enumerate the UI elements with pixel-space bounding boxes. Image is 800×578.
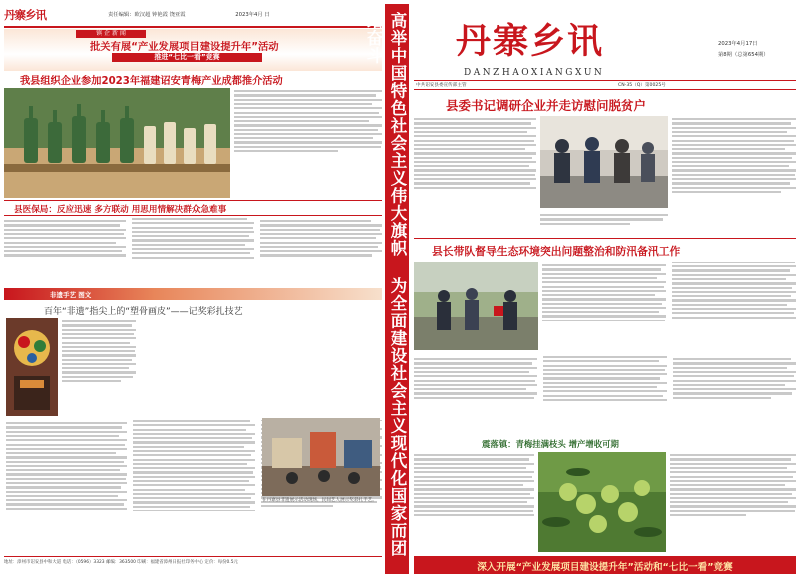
right-bottom-banner-text: 深入开展“产业发展项目建设提升年”活动和“七比一看”竞赛	[477, 562, 733, 573]
exhibit-photo	[262, 418, 380, 496]
culture-title: 百年“非遗”指尖上的“塑骨画皮”——记奖彩扎技艺	[44, 307, 243, 317]
left-headline-2: 县医保局：反应迅速 多方联动 用思用情解决群众急难事	[14, 205, 227, 215]
right-article-2-text	[542, 262, 796, 354]
right-meta-row	[416, 82, 796, 88]
craft-illustration	[6, 318, 58, 416]
right-meta-rule-top	[414, 80, 796, 81]
slogan-column	[364, 4, 409, 574]
right-issue: 第8期（总第654期）	[718, 52, 769, 58]
exhibit-illustration	[262, 418, 380, 496]
left-bottom-rule	[4, 556, 382, 557]
right-date: 2023年4月17日	[718, 41, 758, 47]
left-headline-1: 我县组织企业参加2023年福建诏安青梅产业成都推介活动	[20, 76, 283, 87]
right-masthead-title: 丹寨乡讯	[456, 22, 605, 62]
craft-photo	[6, 318, 58, 416]
left-date: 2023年4月 日	[235, 12, 270, 18]
culture-section-label: 非遗手艺 图文	[50, 291, 92, 299]
exhibit-caption: 在丹寨县非遗展示活动现场，民间艺人展示奖彩扎手艺。	[262, 498, 377, 503]
right-rule-2	[414, 238, 796, 239]
left-masthead: 丹寨乡讯	[4, 8, 46, 22]
right-pinyin: DANZHAOXIANGXUN	[464, 68, 605, 78]
left-article-2-text	[4, 218, 382, 282]
right-article-1-text-b	[672, 116, 796, 234]
left-banner-subtitle: 推进“七比一看”竞赛	[112, 53, 262, 62]
culture-text-left	[62, 318, 136, 418]
inspection-photo	[414, 262, 538, 350]
slogan-text: 高举中国特色社会主义伟大旗帜 为全面建设社会主义现代化国家而团结奋斗	[364, 12, 407, 557]
left-top-rule	[4, 26, 382, 28]
right-headline-3: 震落镇：青梅挂满枝头 增产增收可期	[482, 439, 619, 449]
right-meta-rule-bottom	[414, 89, 796, 90]
right-cn: CN-35（Q）第0025号	[618, 83, 666, 88]
left-editor: 责任编辑：欧汉超 钟艳霞 饶亚霞	[108, 12, 186, 18]
plum-illustration	[538, 452, 666, 552]
culture-section-bar	[4, 288, 382, 300]
right-article-1-text-a	[414, 116, 536, 226]
left-footer: 地址：漳州市诏安县中和大道 电话：（0596）3323 邮编：363500 印刷：福建省漳州日报社印务中心 定价：每份0.5元	[4, 560, 238, 565]
right-article-2b-text	[414, 356, 796, 432]
left-banner-title: 批关有展“产业发展项目建设提升年”活动	[90, 41, 279, 53]
right-article-3-text-a	[414, 452, 534, 552]
visit-photo	[540, 116, 668, 208]
right-date-block	[718, 40, 796, 60]
product-photo	[4, 88, 230, 198]
left-banner	[4, 29, 382, 71]
bottles-illustration	[4, 88, 230, 198]
plum-photo	[538, 452, 666, 552]
right-article-3-text-b	[670, 452, 796, 552]
right-masthead	[456, 22, 666, 64]
left-headline-2-box	[4, 200, 382, 216]
right-bottom-banner	[414, 556, 796, 574]
left-meta	[108, 10, 378, 18]
left-article-1-text	[234, 88, 382, 196]
inspection-illustration	[414, 262, 538, 350]
right-headline-3-box	[414, 436, 796, 450]
right-article-1-text-c	[540, 212, 668, 236]
right-headline-1: 县委书记调研企业并走访慰问脱贫户	[446, 98, 647, 113]
right-sponsor: 中共诏安县委宣传部主管	[416, 83, 467, 88]
visit-illustration	[540, 116, 668, 208]
left-banner-kicker: 镇 企 新 闻	[76, 30, 146, 38]
right-headline-2: 县长带队督导生态环境突出问题整治和防汛备汛工作	[432, 245, 681, 258]
